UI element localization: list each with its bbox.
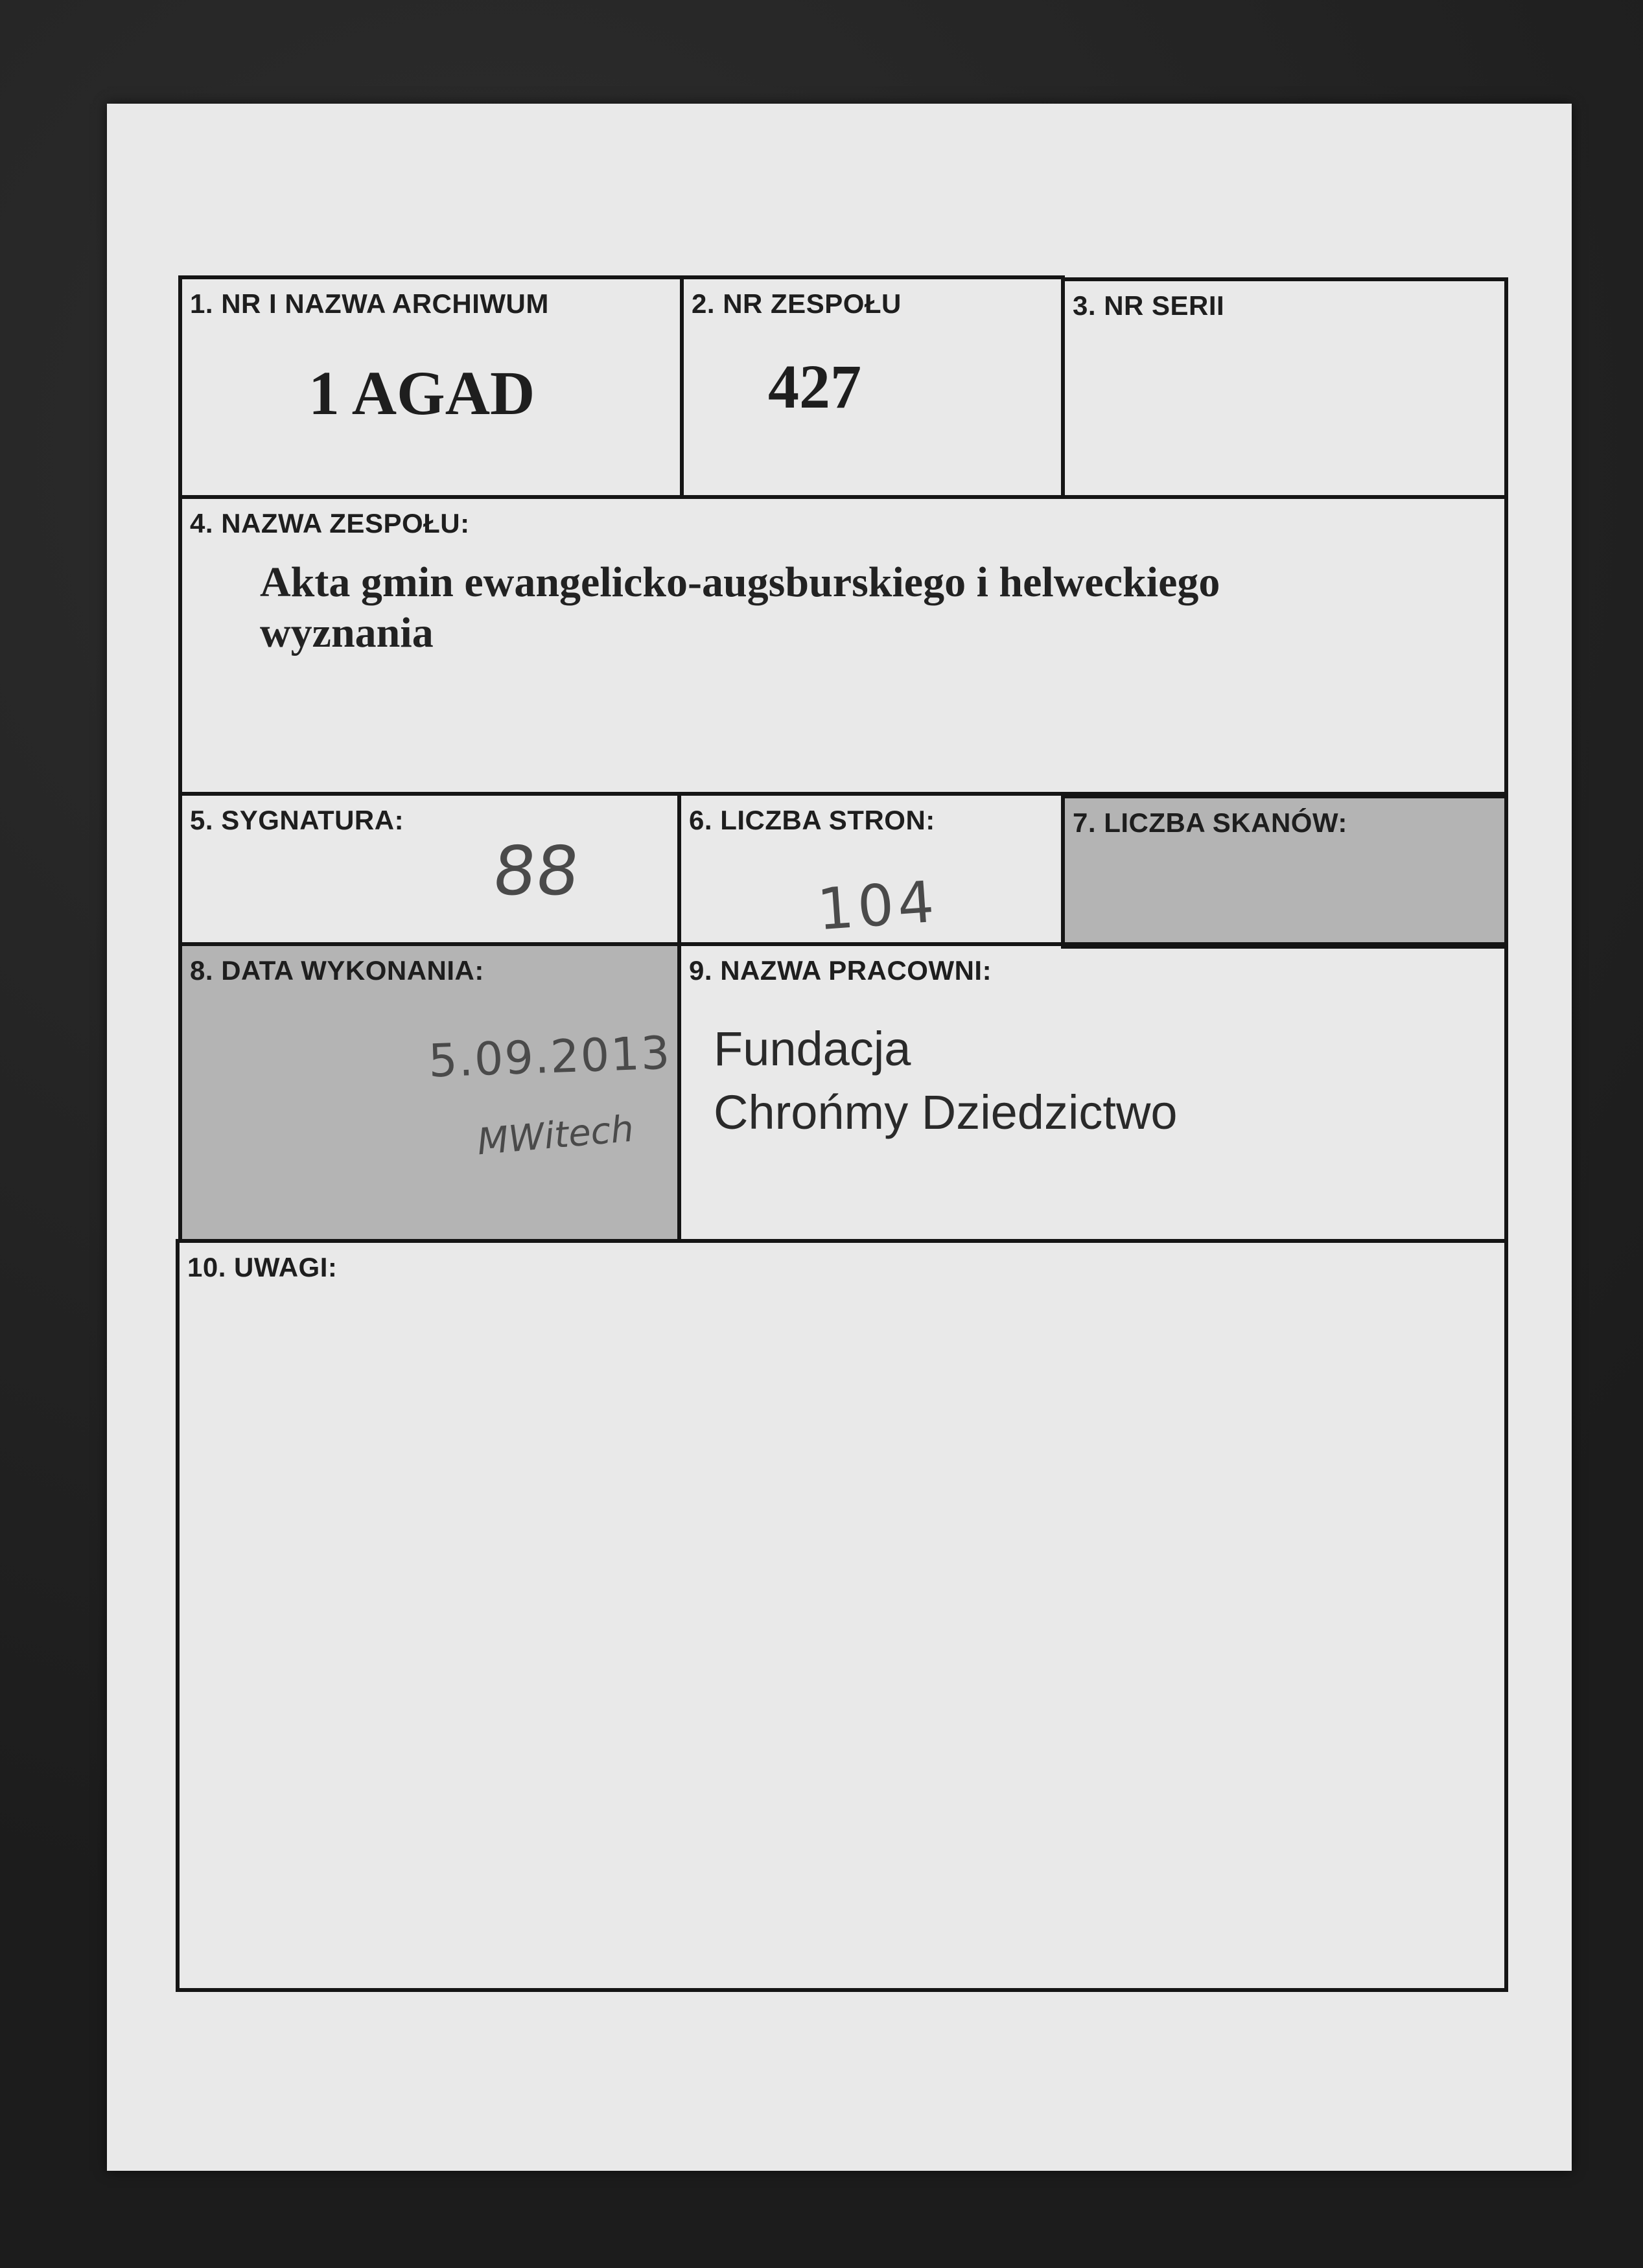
archive-cell	[178, 275, 684, 499]
page-count-value: 104	[815, 868, 940, 943]
signature-value: 88	[489, 831, 583, 910]
page-count-cell	[677, 792, 1065, 946]
workshop-line2: Chrońmy Dziedzictwo	[714, 1085, 1178, 1139]
fond-name-cell	[178, 495, 1508, 796]
signature-cell	[178, 792, 681, 946]
workshop-line1: Fundacja	[714, 1022, 911, 1076]
workshop-label: 9. NAZWA PRACOWNI:	[689, 955, 992, 986]
fond-number-value: 427	[768, 352, 861, 421]
notes-label: 10. UWAGI:	[187, 1252, 338, 1282]
date-done-cell	[178, 942, 681, 1243]
fond-name-value: Akta gmin ewangelicko-augsburskiego i helweckiego wyznania	[260, 559, 1220, 656]
date-done-signed-by: MWitech	[475, 1107, 636, 1164]
scan-count-label: 7. LICZBA SKANÓW:	[1073, 807, 1347, 838]
series-number-cell	[1061, 277, 1508, 499]
fond-number-label: 2. NR ZESPOŁU	[692, 288, 902, 319]
scan-count-cell	[1061, 794, 1508, 949]
notes-cell	[176, 1239, 1508, 1992]
fond-name-label: 4. NAZWA ZESPOŁU:	[190, 508, 470, 538]
workshop-value	[714, 1017, 1178, 1144]
archive-value: 1 AGAD	[309, 358, 535, 428]
fond-number-cell	[680, 275, 1065, 499]
series-number-label: 3. NR SERII	[1073, 290, 1225, 321]
workshop-cell	[677, 942, 1508, 1243]
archive-form-sheet	[107, 104, 1572, 2171]
date-done-label: 8. DATA WYKONANIA:	[190, 955, 484, 986]
archive-label: 1. NR I NAZWA ARCHIWUM	[190, 288, 549, 319]
date-done-value: 5.09.2013	[427, 1026, 672, 1088]
page-count-label: 6. LICZBA STRON:	[689, 805, 935, 835]
signature-label: 5. SYGNATURA:	[190, 805, 404, 835]
